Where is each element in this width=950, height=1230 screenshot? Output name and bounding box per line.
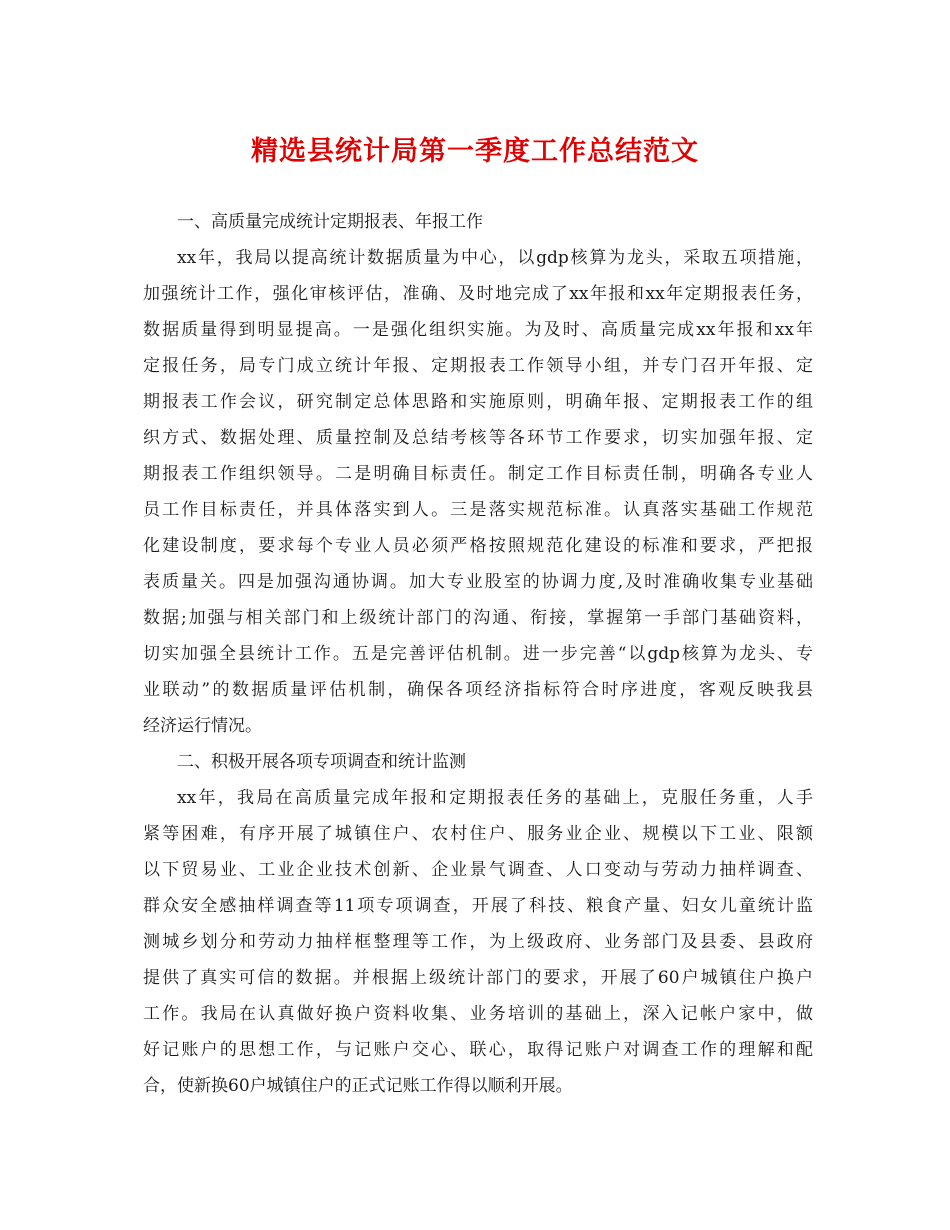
paragraph-line: 织方式、数据处理、质量控制及总结考核等各环节工作要求，切实加强年报、定 [143, 428, 813, 448]
paragraph-line: 经济运行情况。 [143, 716, 262, 736]
paragraph-line: 提供了真实可信的数据。并根据上级统计部门的要求，开展了60户城镇住户换户 [143, 968, 813, 988]
paragraph-line: 好记账户的思想工作，与记账户交心、联心，取得记账户对调查工作的理解和配 [143, 1040, 813, 1060]
paragraph-line: 以下贸易业、工业企业技术创新、企业景气调查、人口变动与劳动力抽样调查、 [143, 860, 813, 880]
paragraph-line: 化建设制度，要求每个专业人员必须严格按照规范化建设的标准和要求，严把报 [143, 536, 813, 556]
paragraph-line: 数据质量得到明显提高。一是强化组织实施。为及时、高质量完成xx年报和xx年 [143, 320, 813, 340]
paragraph-line: xx年，我局在高质量完成年报和定期报表任务的基础上，克服任务重，人手 [177, 788, 813, 808]
paragraph-line: 工作。我局在认真做好换户资料收集、业务培训的基础上，深入记帐户家中，做 [143, 1004, 813, 1024]
paragraph-line: 员工作目标责任，并具体落实到人。三是落实规范标准。认真落实基础工作规范 [143, 500, 813, 520]
paragraph-line: 期报表工作会议，研究制定总体思路和实施原则，明确年报、定期报表工作的组 [143, 392, 813, 412]
section-heading-2: 二、积极开展各项专项调查和统计监测 [177, 752, 466, 772]
paragraph-line: 数据;加强与相关部门和上级统计部门的沟通、衔接，掌握第一手部门基础资料， [143, 608, 813, 628]
paragraph-line: 加强统计工作，强化审核评估，准确、及时地完成了xx年报和xx年定期报表任务， [143, 284, 813, 304]
paragraph-line: 定报任务，局专门成立统计年报、定期报表工作领导小组，并专门召开年报、定 [143, 356, 813, 376]
document-title: 精选县统计局第一季度工作总结范文 [251, 136, 699, 167]
paragraph-line: 测城乡划分和劳动力抽样框整理等工作，为上级政府、业务部门及县委、县政府 [143, 932, 813, 952]
paragraph-line: 群众安全感抽样调查等11项专项调查，开展了科技、粮食产量、妇女儿童统计监 [143, 896, 813, 916]
paragraph-line: 紧等困难，有序开展了城镇住户、农村住户、服务业企业、规模以下工业、限额 [143, 824, 813, 844]
paragraph-line: 期报表工作组织领导。二是明确目标责任。制定工作目标责任制，明确各专业人 [143, 464, 813, 484]
paragraph-line: 合，使新换60户城镇住户的正式记账工作得以顺利开展。 [143, 1076, 573, 1096]
paragraph-line: 表质量关。四是加强沟通协调。加大专业股室的协调力度,及时准确收集专业基础 [143, 572, 813, 592]
paragraph-line: xx年，我局以提高统计数据质量为中心，以gdp核算为龙头，采取五项措施， [177, 248, 813, 268]
paragraph-line: 业联动”的数据质量评估机制，确保各项经济指标符合时序进度，客观反映我县 [143, 680, 813, 700]
section-heading-1: 一、高质量完成统计定期报表、年报工作 [177, 212, 483, 232]
paragraph-line: 切实加强全县统计工作。五是完善评估机制。进一步完善“以gdp核算为龙头、专 [143, 644, 813, 664]
